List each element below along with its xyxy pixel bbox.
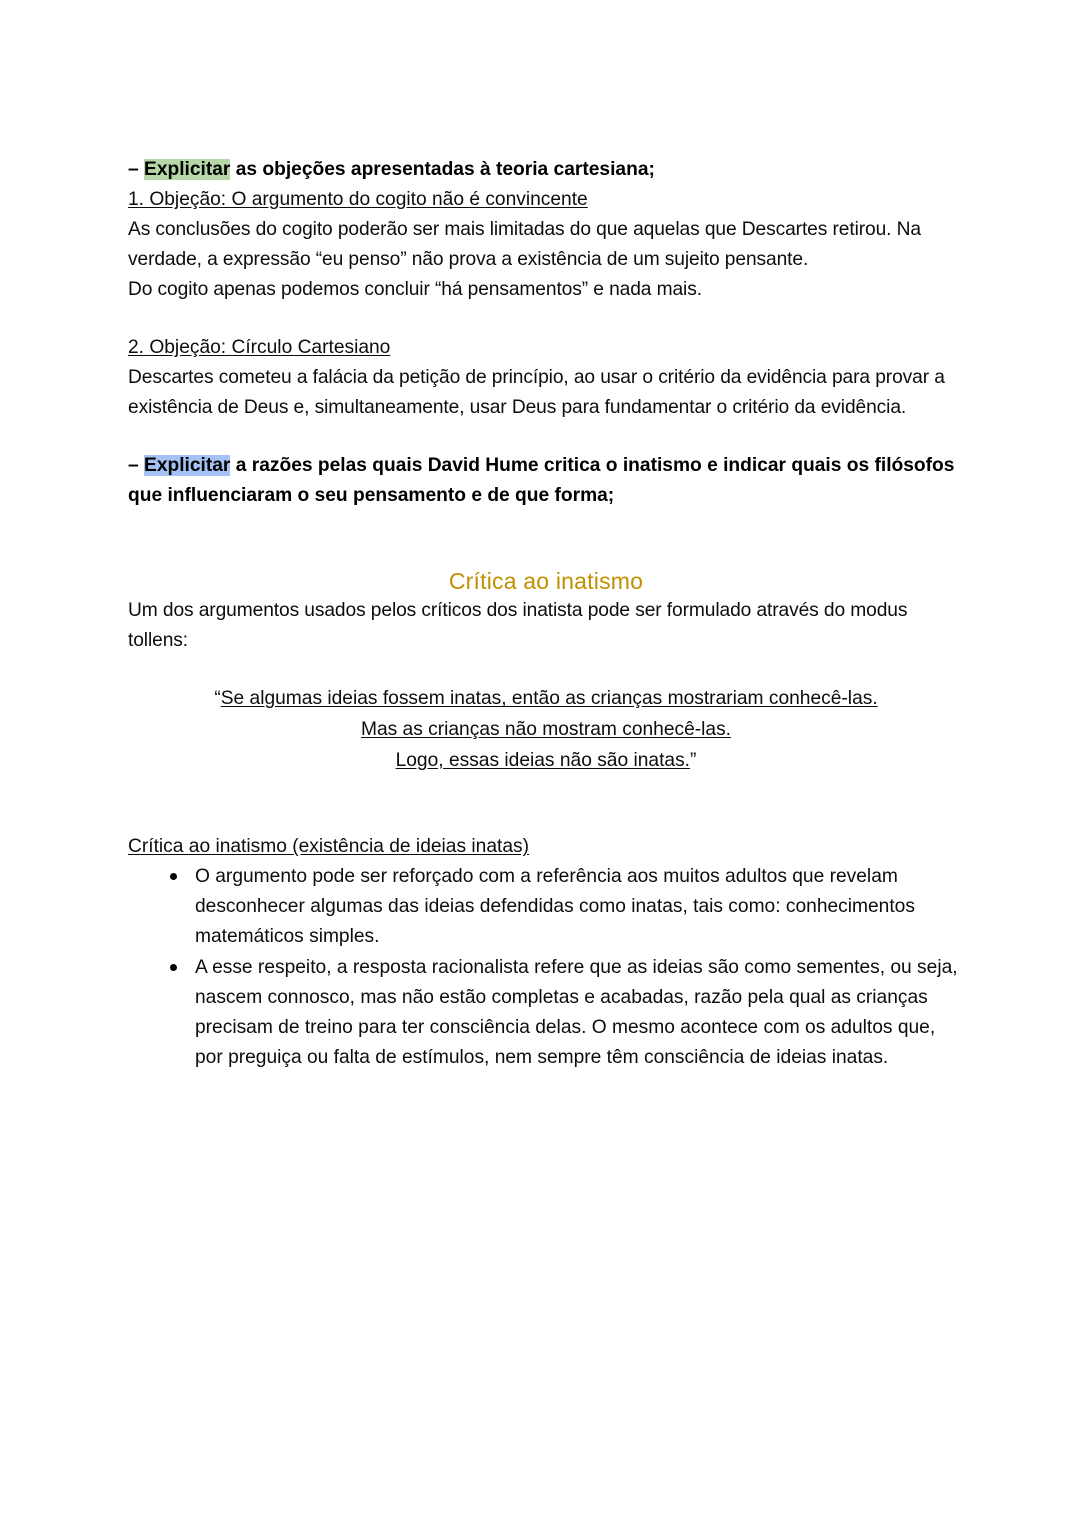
innatism-critique-heading-text: Crítica ao inatismo (existência de ideias inatas) xyxy=(128,836,529,858)
bullet-icon xyxy=(170,873,177,880)
prompt-1-dash: – xyxy=(128,159,139,180)
syllogism-premise-1: Se algumas ideias fossem inatas, então as crianças mostrariam conhecê-las. xyxy=(220,688,878,710)
syllogism-premise-2: Mas as crianças não mostram conhecê-las. xyxy=(360,719,732,741)
spacer xyxy=(128,776,964,832)
syllogism-conclusion-line xyxy=(128,746,964,777)
objection-1-heading xyxy=(128,185,964,215)
objection-1-body: As conclusões do cogito poderão ser mais limitadas do que aquelas que Descartes retirou. Na verdade, a expressão “eu penso” não prova a existência de um sujeito pensante. xyxy=(128,218,921,270)
prompt-2-rest: a razões pelas quais David Hume critica o inatismo e indicar quais os filósofos que influenciaram o seu pensamento e de que forma; xyxy=(128,454,955,506)
spacer xyxy=(128,511,964,567)
innatism-critique-list xyxy=(128,862,964,1073)
critique-intro: Um dos argumentos usados pelos críticos dos inatista pode ser formulado através do modus tollens: xyxy=(128,600,908,652)
bullet-icon xyxy=(170,964,177,971)
critique-heading: Crítica ao inatismo xyxy=(448,567,644,594)
list-item xyxy=(128,953,964,1073)
prompt-2-highlight: Explicitar xyxy=(144,454,231,476)
objection-2-heading-text: 2. Objeção: Círculo Cartesiano xyxy=(128,336,391,358)
spacer xyxy=(128,423,964,451)
spacer xyxy=(128,656,964,684)
list-item-text: O argumento pode ser reforçado com a referência aos muitos adultos que revelam desconhecer algumas das ideias defendidas como inatas, tais como: conhecimentos matemáticos simples. xyxy=(195,866,915,948)
objection-1-heading-text: 1. Objeção: O argumento do cogito não é convincente xyxy=(128,188,588,210)
prompt-2-dash: – xyxy=(128,454,139,476)
prompt-1-highlight: Explicitar xyxy=(144,159,231,180)
document-content xyxy=(128,155,964,1074)
syllogism-conclusion: Logo, essas ideias não são inatas. xyxy=(395,749,691,771)
syllogism-premise-1-line xyxy=(128,684,964,715)
list-item-text: A esse respeito, a resposta racionalista refere que as ideias são como sementes, ou seja, nascem connosco, mas não estão completas e acabadas, razão pela qual as crianças precisam de treino para ter consciência delas. O mesmo acontece com os adultos que, por preguiça ou falta de estímulos, nem sempre têm consciência de ideias inatas. xyxy=(195,957,958,1069)
objection-2-heading xyxy=(128,333,964,363)
list-item xyxy=(128,862,964,952)
objection-2-body: Descartes cometeu a falácia da petição de princípio, ao usar o critério da evidência para provar a existência de Deus e, simultaneamente, usar Deus para fundamentar o critério da evidência. xyxy=(128,366,945,418)
objection-1-body-2: Do cogito apenas podemos concluir “há pensamentos” e nada mais. xyxy=(128,278,702,300)
innatism-critique-heading xyxy=(128,832,964,862)
syllogism-open-quote: “ xyxy=(214,688,221,710)
syllogism-close-quote: ” xyxy=(690,749,697,771)
spacer xyxy=(128,305,964,333)
prompt-1-rest: as objeções apresentadas à teoria cartesiana; xyxy=(230,159,655,180)
prompt-line-1 xyxy=(128,155,964,185)
prompt-line-2 xyxy=(128,451,964,511)
syllogism-block xyxy=(128,684,964,776)
syllogism-premise-2-line xyxy=(128,715,964,746)
